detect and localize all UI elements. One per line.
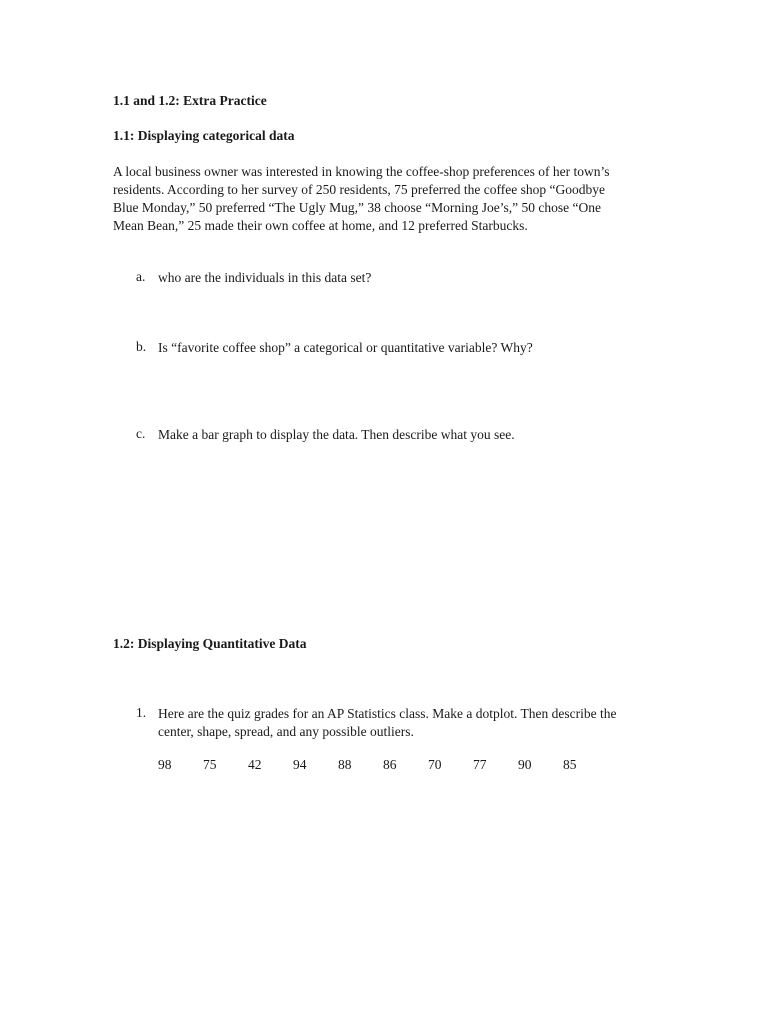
document-title: 1.1 and 1.2: Extra Practice xyxy=(113,93,267,108)
quiz-grade: 98 xyxy=(158,757,172,772)
quiz-grade: 86 xyxy=(383,757,397,772)
intro-line: A local business owner was interested in knowing the coffee-shop preferences of her town’s xyxy=(113,164,610,179)
intro-line: residents. According to her survey of 250 residents, 75 preferred the coffee shop “Goodbye xyxy=(113,182,605,197)
question-text xyxy=(158,705,678,741)
question-text: who are the individuals in this data set? xyxy=(158,270,372,285)
question-line: Here are the quiz grades for an AP Statistics class. Make a dotplot. Then describe the xyxy=(158,706,617,721)
question-text: Is “favorite coffee shop” a categorical or quantitative variable? Why? xyxy=(158,340,533,355)
question-text: Make a bar graph to display the data. Then describe what you see. xyxy=(158,427,515,442)
quiz-grade: 75 xyxy=(203,757,217,772)
question-marker: c. xyxy=(136,426,146,441)
question-line: center, shape, spread, and any possible outliers. xyxy=(158,724,414,739)
quiz-grade: 85 xyxy=(563,757,577,772)
section-heading-categorical: 1.1: Displaying categorical data xyxy=(113,128,295,143)
section-heading-quantitative: 1.2: Displaying Quantitative Data xyxy=(113,636,307,651)
quiz-grade: 70 xyxy=(428,757,442,772)
quiz-grade: 42 xyxy=(248,757,262,772)
question-marker: b. xyxy=(136,339,147,354)
intro-line: Mean Bean,” 25 made their own coffee at home, and 12 preferred Starbucks. xyxy=(113,218,528,233)
intro-paragraph xyxy=(113,163,653,235)
quiz-grade: 77 xyxy=(473,757,487,772)
question-marker: 1. xyxy=(136,705,147,720)
quiz-grade: 90 xyxy=(518,757,532,772)
quiz-grade: 94 xyxy=(293,757,307,772)
quiz-grade: 88 xyxy=(338,757,352,772)
intro-line: Blue Monday,” 50 preferred “The Ugly Mug,” 38 choose “Morning Joe’s,” 50 chose “One xyxy=(113,200,601,215)
question-marker: a. xyxy=(136,269,146,284)
